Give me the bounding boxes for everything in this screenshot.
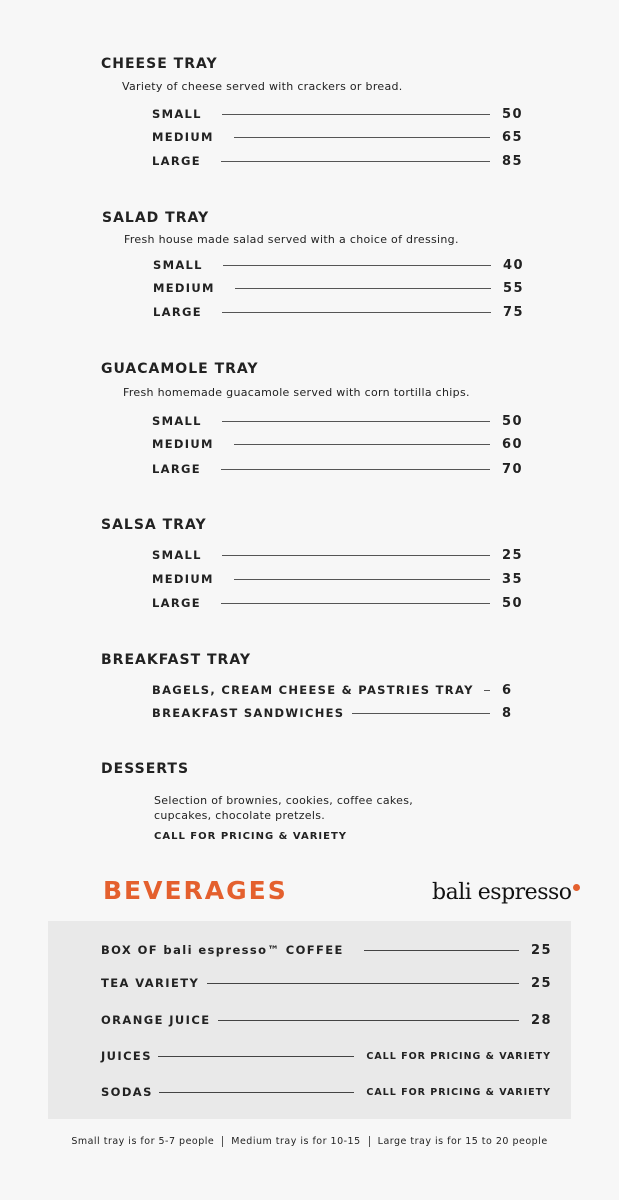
leader-line (158, 1056, 354, 1057)
leader-line (235, 288, 491, 289)
footnote-medium: Medium tray is for 10-15 (231, 1136, 361, 1147)
beverage-row (101, 1012, 551, 1028)
price-value: 70 (502, 461, 524, 477)
size-label: LARGE (152, 596, 201, 610)
section-title-breakfast-tray: BREAKFAST TRAY (101, 652, 251, 668)
leader-line (159, 1092, 355, 1093)
price-value: 50 (502, 595, 524, 611)
price-row (152, 154, 522, 168)
size-label: SMALL (153, 258, 203, 272)
footnote-divider (222, 1136, 223, 1147)
size-label: LARGE (153, 305, 202, 319)
price-row (152, 130, 522, 144)
leader-line (207, 983, 519, 984)
price-value: 35 (502, 571, 524, 587)
size-label: LARGE (152, 154, 201, 168)
price-value: 55 (503, 280, 525, 296)
price-row (152, 414, 522, 428)
leader-line (234, 137, 490, 138)
beverages-title: BEVERAGES (103, 876, 288, 905)
section-desc-guacamole-tray: Fresh homemade guacamole served with corn tortilla chips. (123, 386, 470, 399)
beverage-row (101, 1048, 551, 1064)
beverage-label: JUICES (101, 1049, 152, 1063)
price-value: 6 (502, 682, 513, 698)
leader-line (221, 603, 490, 604)
size-label: LARGE (152, 462, 201, 476)
section-title-salad-tray: SALAD TRAY (102, 210, 210, 226)
price-row (152, 683, 522, 697)
price-value: 65 (502, 129, 524, 145)
price-value: 85 (502, 153, 524, 169)
leader-line (218, 1020, 519, 1021)
leader-line (222, 555, 490, 556)
price-value: 50 (502, 413, 524, 429)
leader-line (364, 950, 519, 951)
desserts-desc-line1: Selection of brownies, cookies, coffee cakes, (154, 794, 414, 807)
beverage-price: 25 (531, 975, 553, 991)
leader-line (223, 265, 491, 266)
leader-line (352, 713, 490, 714)
price-value: 40 (503, 257, 525, 273)
price-row (153, 281, 523, 295)
size-label: MEDIUM (152, 130, 214, 144)
beverage-label: SODAS (101, 1085, 153, 1099)
leader-line (234, 444, 490, 445)
logo-text: bali espresso (432, 880, 572, 905)
leader-line (234, 579, 490, 580)
beverage-label: TEA VARIETY (101, 976, 200, 990)
section-title-desserts: DESSERTS (101, 761, 190, 777)
price-value: 60 (502, 436, 524, 452)
beverage-price: 25 (531, 942, 553, 958)
leader-line (484, 690, 490, 691)
logo-dot-icon (573, 884, 580, 891)
beverage-price: 28 (531, 1012, 553, 1028)
leader-line (221, 161, 490, 162)
bali-espresso-logo (432, 880, 580, 905)
price-row (152, 596, 522, 610)
price-row (152, 548, 522, 562)
item-label: BREAKFAST SANDWICHES (152, 706, 345, 720)
price-row (152, 706, 522, 720)
tray-size-footnote (0, 1136, 619, 1147)
price-row (152, 107, 522, 121)
beverage-row (101, 1084, 551, 1100)
beverage-label: ORANGE JUICE (101, 1013, 211, 1027)
price-value: 25 (502, 547, 524, 563)
size-label: SMALL (152, 548, 202, 562)
price-row (152, 437, 522, 451)
size-label: SMALL (152, 107, 202, 121)
section-title-guacamole-tray: GUACAMOLE TRAY (101, 361, 259, 377)
leader-line (222, 114, 490, 115)
size-label: MEDIUM (153, 281, 215, 295)
price-value: 50 (502, 106, 524, 122)
footnote-small: Small tray is for 5-7 people (71, 1136, 215, 1147)
leader-line (222, 421, 490, 422)
leader-line (221, 469, 490, 470)
beverage-call-note: CALL FOR PRICING & VARIETY (366, 1086, 551, 1098)
price-row (153, 305, 523, 319)
section-desc-cheese-tray: Variety of cheese served with crackers or bread. (122, 80, 403, 93)
size-label: MEDIUM (152, 572, 214, 586)
size-label: SMALL (152, 414, 202, 428)
price-row (152, 572, 522, 586)
footnote-large: Large tray is for 15 to 20 people (377, 1136, 548, 1147)
section-title-salsa-tray: SALSA TRAY (101, 517, 207, 533)
section-title-cheese-tray: CHEESE TRAY (101, 56, 218, 72)
price-row (152, 462, 522, 476)
beverage-row (101, 942, 551, 958)
desserts-call-note: CALL FOR PRICING & VARIETY (154, 831, 348, 842)
beverage-label: BOX OF bali espresso™ COFFEE (101, 943, 344, 957)
size-label: MEDIUM (152, 437, 214, 451)
section-desc-salad-tray: Fresh house made salad served with a choice of dressing. (124, 233, 459, 246)
desserts-desc-line2: cupcakes, chocolate pretzels. (154, 809, 326, 822)
price-row (153, 258, 523, 272)
item-label: BAGELS, CREAM CHEESE & PASTRIES TRAY (152, 683, 474, 697)
leader-line (222, 312, 491, 313)
beverage-call-note: CALL FOR PRICING & VARIETY (366, 1050, 551, 1062)
beverage-row (101, 975, 551, 991)
price-value: 75 (503, 304, 525, 320)
price-value: 8 (502, 705, 513, 721)
footnote-divider (369, 1136, 370, 1147)
